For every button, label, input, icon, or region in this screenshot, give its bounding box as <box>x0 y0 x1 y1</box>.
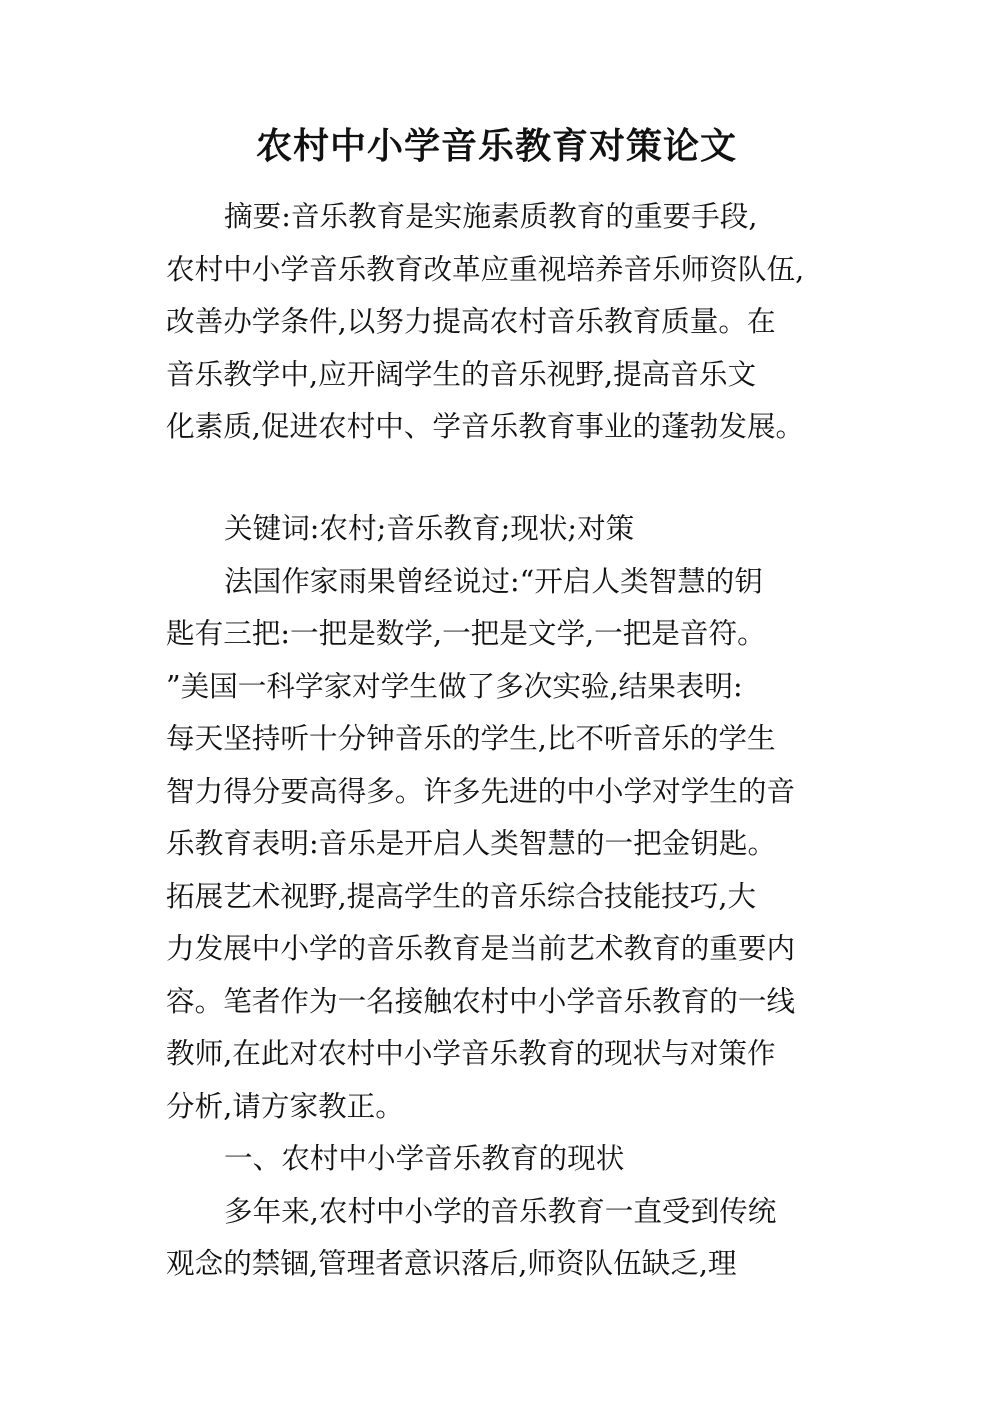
paragraph-line: 乐教育表明:音乐是开启人类智慧的一把金钥匙。 <box>166 826 777 860</box>
paragraph-line: 智力得分要高得多。许多先进的中小学对学生的音 <box>166 773 796 808</box>
paragraph-line: 匙有三把:一把是数学,一把是文学,一把是音符。 <box>166 616 766 650</box>
section-heading: 一、农村中小学音乐教育的现状 <box>224 1141 625 1175</box>
paragraph-line: 观念的禁锢,管理者意识落后,师资队伍缺乏,理 <box>166 1246 737 1280</box>
paragraph-line: 法国作家雨果曾经说过:“开启人类智慧的钥 <box>224 563 763 598</box>
keywords-line: 关键词:农村;音乐教育;现状;对策 <box>224 511 635 545</box>
abstract-line: 农村中小学音乐教育改革应重视培养音乐师资队伍, <box>166 251 805 286</box>
abstract-line: 改善办学条件,以努力提高农村音乐教育质量。在 <box>166 304 776 338</box>
paragraph-line: 力发展中小学的音乐教育是当前艺术教育的重要内 <box>166 931 796 965</box>
paragraph-line: 拓展艺术视野,提高学生的音乐综合技能技巧,大 <box>166 878 757 913</box>
abstract-line: 化素质,促进农村中、学音乐教育事业的蓬勃发展。 <box>166 409 805 443</box>
abstract-line: 音乐教学中,应开阔学生的音乐视野,提高音乐文 <box>166 356 757 391</box>
paragraph-line: 多年来,农村中小学的音乐教育一直受到传统 <box>224 1193 777 1228</box>
abstract-paragraph <box>166 190 836 453</box>
paragraph-line: 容。笔者作为一名接触农村中小学音乐教育的一线 <box>166 983 796 1018</box>
paragraph-line: 教师,在此对农村中小学音乐教育的现状与对策作 <box>166 1036 776 1070</box>
abstract-line: 摘要:音乐教育是实施素质教育的重要手段, <box>224 199 758 233</box>
paragraph-line: 分析,请方家教正。 <box>166 1088 404 1123</box>
main-text <box>166 502 836 1290</box>
paragraph-line: ”美国一科学家对学生做了多次实验,结果表明: <box>166 668 743 703</box>
document-title: 农村中小学音乐教育对策论文 <box>255 126 737 167</box>
paragraph-line: 每天坚持听十分钟音乐的学生,比不听音乐的学生 <box>166 721 776 755</box>
